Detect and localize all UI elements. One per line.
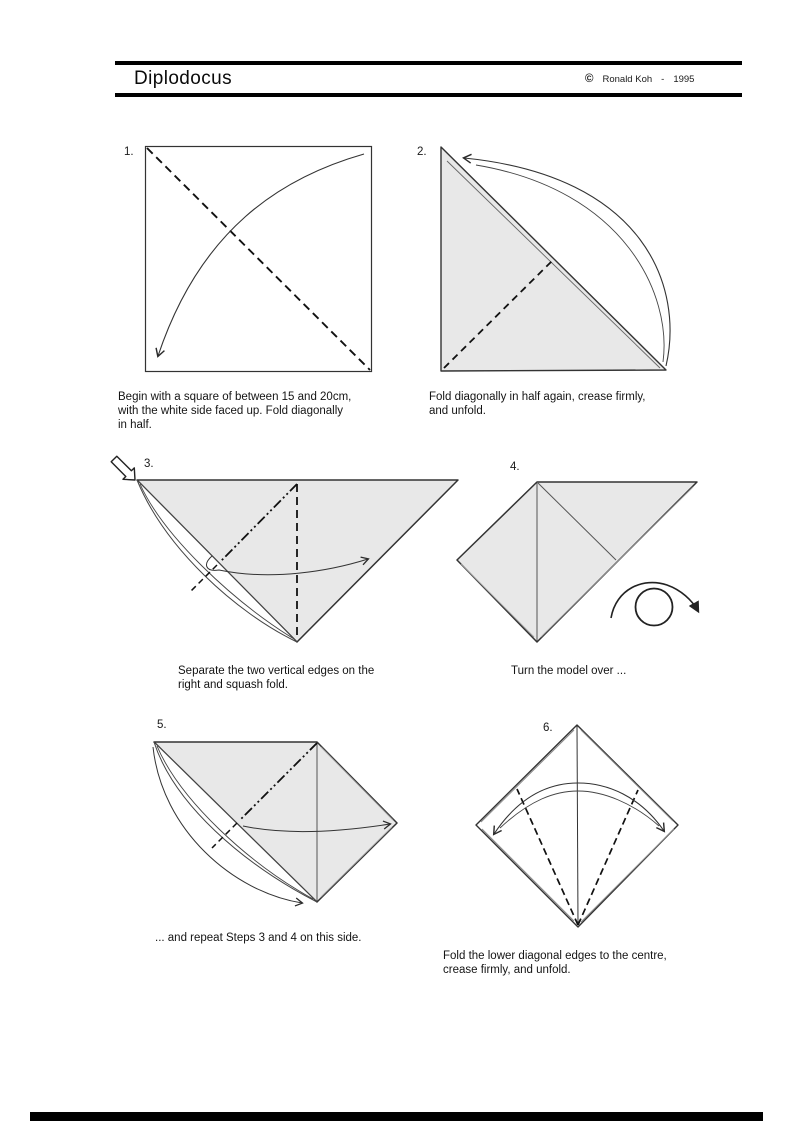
paper-triangle <box>441 147 666 371</box>
step-5-number: 5. <box>157 719 167 731</box>
step-1-number: 1. <box>124 146 134 158</box>
step-2-number: 2. <box>417 146 427 158</box>
step-3-number: 3. <box>144 458 154 470</box>
step-1-diagram <box>110 138 400 383</box>
step-2-diagram <box>405 138 705 388</box>
page-title: Diplodocus <box>134 68 232 89</box>
step-5-caption: ... and repeat Steps 3 and 4 on this side. <box>155 932 362 944</box>
step-4-number: 4. <box>510 461 520 473</box>
year: 1995 <box>673 73 695 85</box>
step-4-caption: Turn the model over ... <box>511 665 627 677</box>
step-4-diagram <box>448 448 733 663</box>
step-6-number: 6. <box>543 722 553 734</box>
step-2-caption: Fold diagonally in half again, crease firmly, and unfold. <box>429 391 646 417</box>
paper-shape <box>457 482 697 642</box>
header-rule-bottom <box>115 93 742 97</box>
byline <box>585 73 694 85</box>
step-1-caption: Begin with a square of between 15 and 20cm, with the white side faced up. Fold diagonally in half. <box>118 391 352 431</box>
footer-rule <box>30 1112 763 1121</box>
step-6-caption: Fold the lower diagonal edges to the centre, crease firmly, and unfold. <box>443 950 667 976</box>
step-5-diagram <box>143 713 423 918</box>
step-3-diagram <box>100 448 475 653</box>
step-6-diagram <box>438 713 723 953</box>
step-3-caption: Separate the two vertical edges on the right and squash fold. <box>178 665 375 691</box>
byline-separator: - <box>661 73 665 85</box>
hollow-arrow-icon <box>111 456 135 480</box>
header-rule-top <box>115 61 742 65</box>
author-name: Ronald Koh <box>602 73 653 85</box>
turn-over-icon <box>611 583 698 626</box>
copyright-icon: © <box>585 73 594 85</box>
